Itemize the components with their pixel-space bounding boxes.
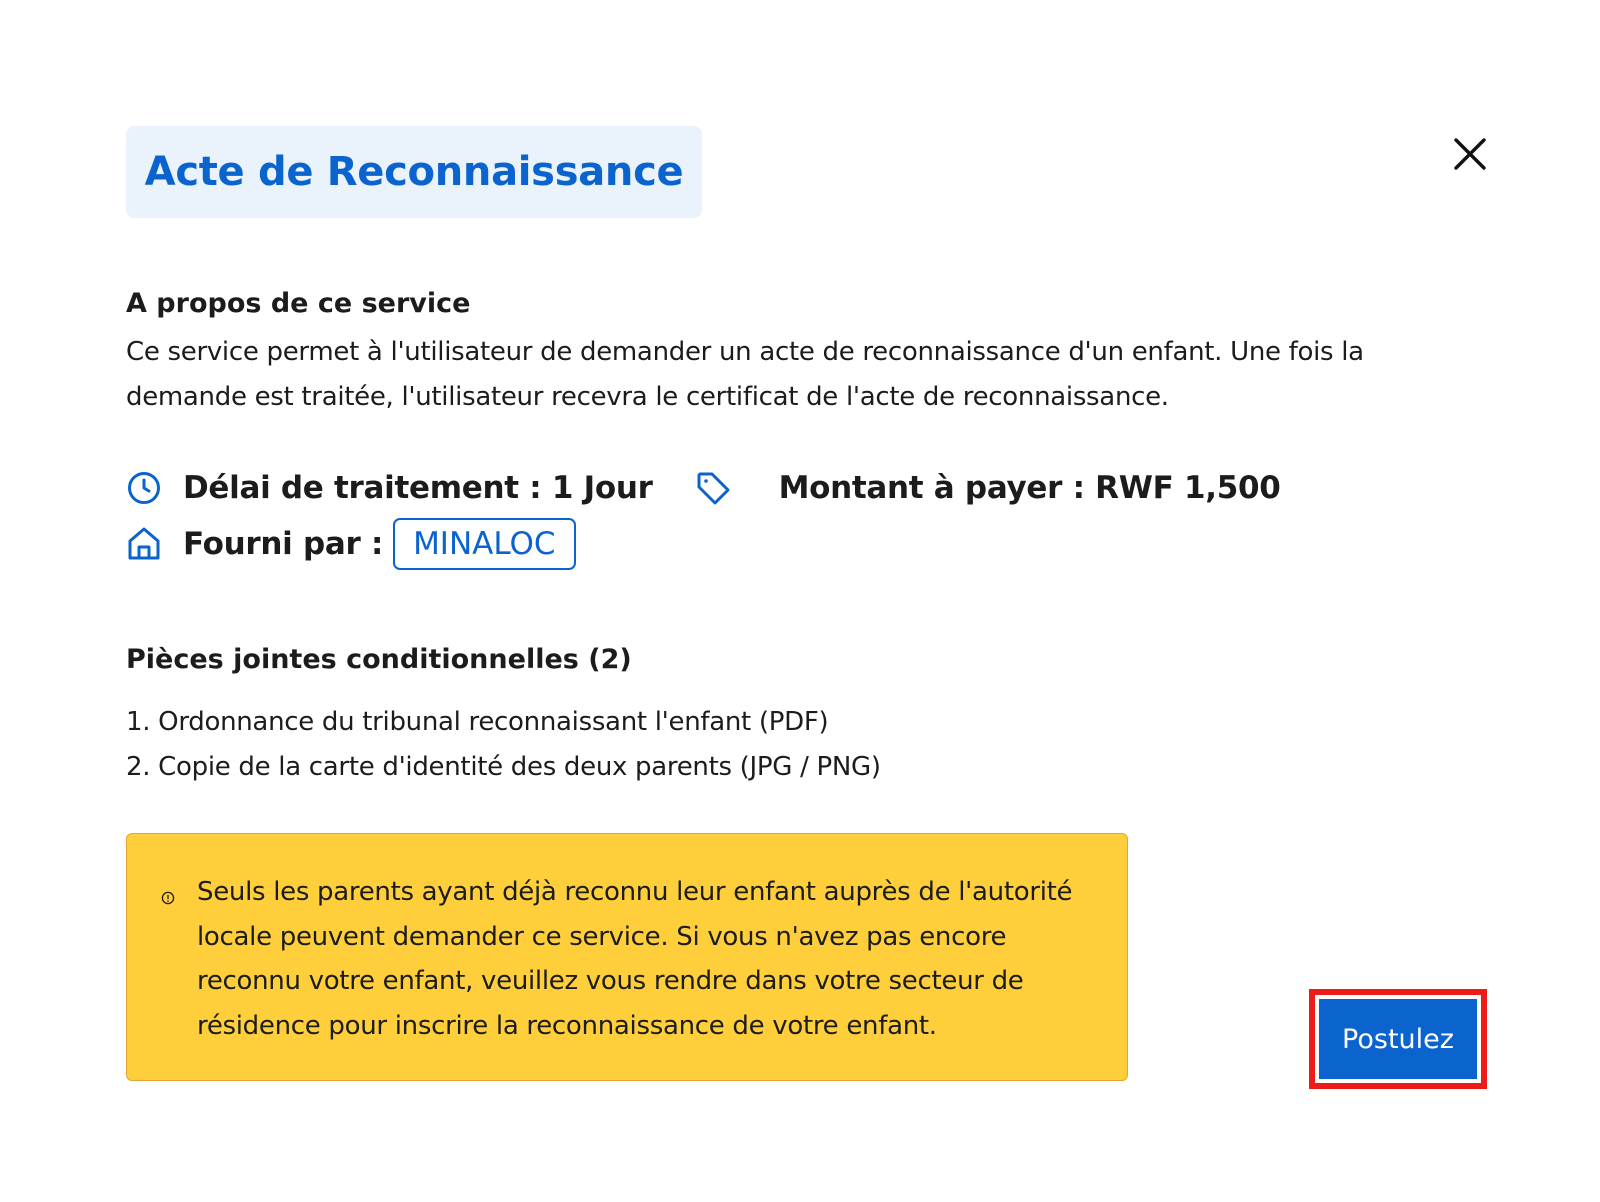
- close-button[interactable]: [1446, 130, 1494, 178]
- eligibility-notice: [126, 833, 1128, 1081]
- list-item: 1. Ordonnance du tribunal reconnaissant l'enfant (PDF): [126, 707, 829, 737]
- attachments-heading: Pièces jointes conditionnelles (2): [126, 644, 632, 675]
- processing-time: Délai de traitement : 1 Jour: [183, 470, 653, 506]
- about-description: Ce service permet à l'utilisateur de demander un acte de reconnaissance d'un enfant. Une fois la demande est traitée, l'utilisateur recevra le certificat de l'acte de reconnaissance.: [126, 337, 1364, 412]
- close-icon: [1453, 137, 1487, 171]
- home-icon: [126, 526, 162, 562]
- modal-title: Acte de Reconnaissance: [144, 149, 684, 195]
- info-circle-icon: [161, 891, 175, 905]
- price-amount: Montant à payer : RWF 1,500: [778, 470, 1281, 506]
- apply-button[interactable]: Postulez: [1319, 999, 1477, 1079]
- provider-badge: MINALOC: [393, 518, 576, 570]
- apply-button-highlight: [1309, 989, 1487, 1089]
- tag-icon: [695, 470, 731, 506]
- about-heading: A propos de ce service: [126, 288, 471, 319]
- attachments-list: [126, 700, 881, 790]
- clock-icon: [126, 470, 162, 506]
- notice-text: Seuls les parents ayant déjà reconnu leur enfant auprès de l'autorité locale peuvent demander ce service. Si vous n'avez pas encore reconnu votre enfant, veuillez vous rendre dans votre secteur de résidence pour inscrire la reconnaissance de votre enfant.: [197, 877, 1073, 1041]
- provider-label: Fourni par :: [183, 526, 384, 562]
- meta-row-processing-price: [126, 470, 1281, 506]
- list-item: 2. Copie de la carte d'identité des deux parents (JPG / PNG): [126, 752, 881, 782]
- meta-row-provider: [126, 518, 576, 570]
- title-chip: [126, 126, 702, 218]
